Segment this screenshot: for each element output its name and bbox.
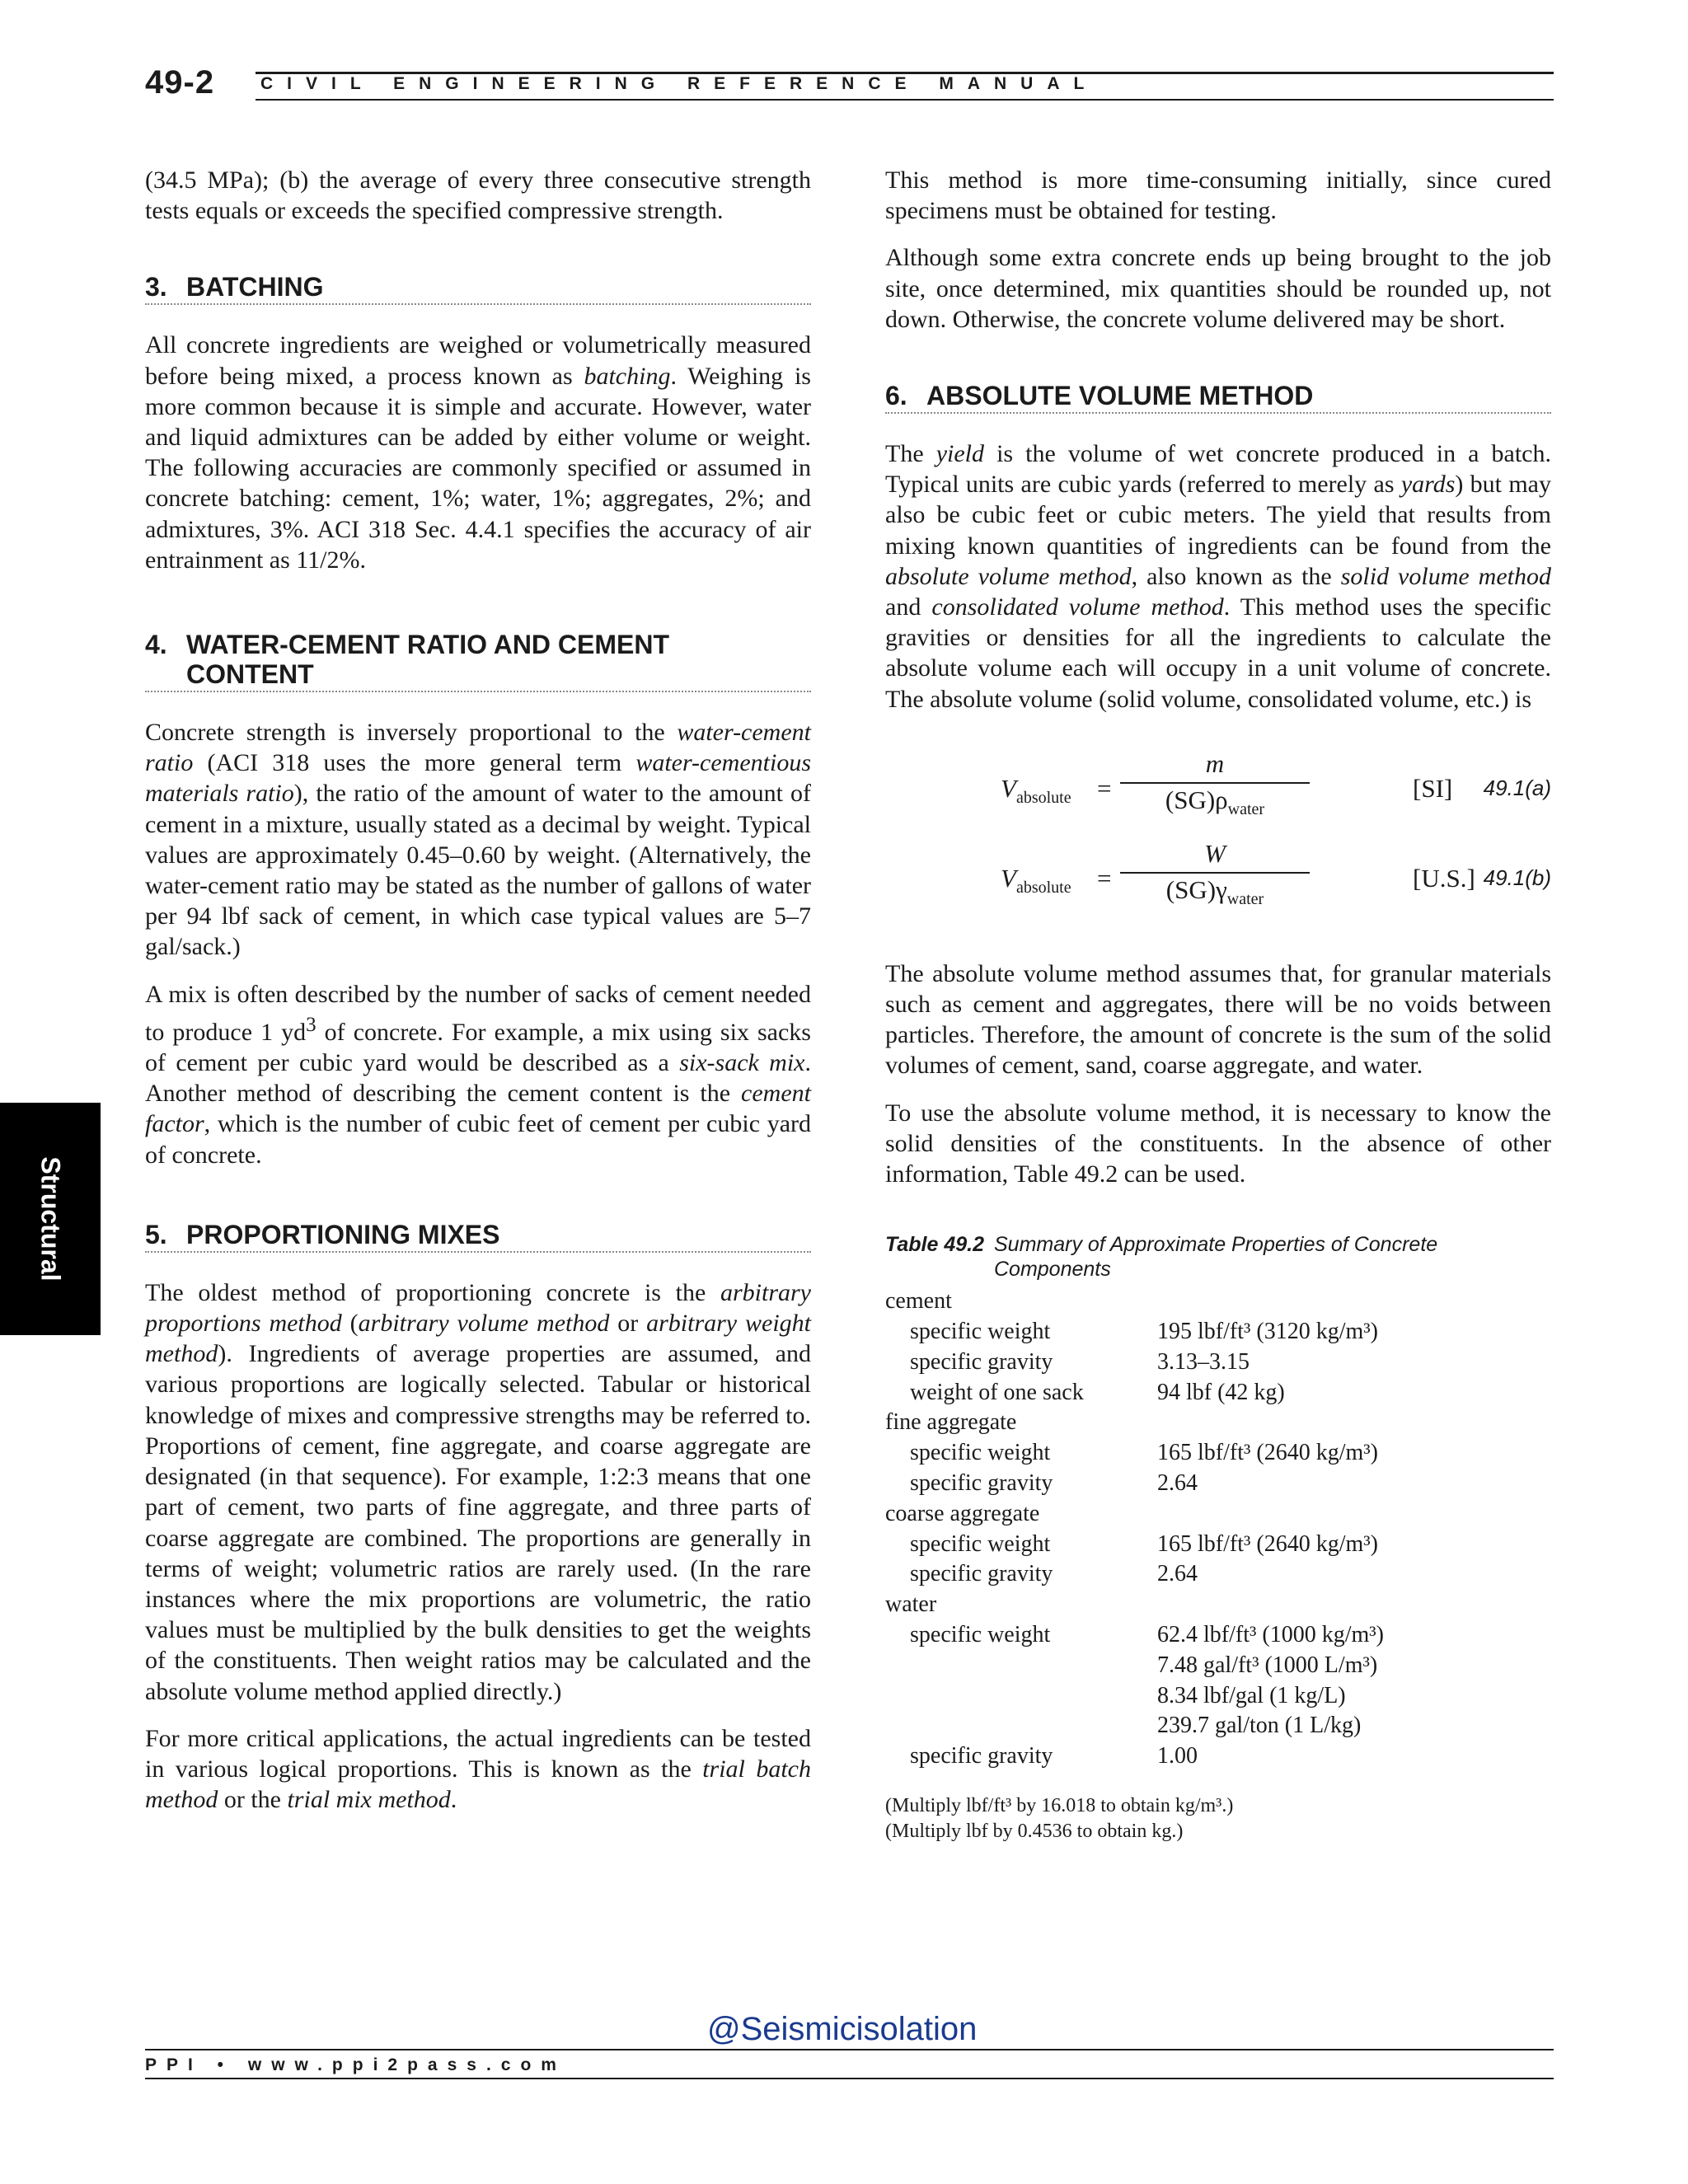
table-row: 7.48 gal/ft³ (1000 L/m³) <box>1157 1652 1378 1678</box>
table-49-2 <box>885 1232 1551 1844</box>
rounding-note: Although some extra concrete ends up being brought to the job site, once determined, mix quantities should be rounded up, not down. Otherwise, the concrete volume delivered may be short. <box>885 244 1551 333</box>
table-row: specific weight 165 lbf/ft³ (2640 kg/m³) <box>910 1530 1378 1557</box>
table-row: specific gravity 2.64 <box>910 1561 1198 1587</box>
side-tab-label: Structural <box>35 1156 66 1282</box>
table-row: fine aggregate <box>885 1409 1017 1436</box>
table-row: 8.34 lbf/gal (1 kg/L) <box>1157 1682 1346 1708</box>
table-row: specific gravity 2.64 <box>910 1470 1198 1497</box>
table-row: specific gravity 1.00 <box>910 1743 1198 1769</box>
trial-batch-note: This method is more time-consuming initially, since cured specimens must be obtained for testing. <box>885 166 1551 225</box>
table-row: 239.7 gal/ton (1 L/kg) <box>1157 1713 1362 1739</box>
table-footnote-1: (Multiply lbf/ft³ by 16.018 to obtain kg/m³.) <box>885 1795 1234 1817</box>
table-row: specific gravity 3.13–3.15 <box>910 1348 1250 1375</box>
footer-publisher-link[interactable]: PPI • www.ppi2pass.com <box>145 2055 566 2074</box>
absolute-volume-paragraph-3: To use the absolute volume method, it is necessary to know the solid densities of the constituents. In the absence of other information, Table 49.2 can be used. <box>885 1099 1551 1188</box>
watermark: @Seismicisolation <box>707 2011 978 2047</box>
table-row: water <box>885 1591 937 1618</box>
table-row: specific weight 195 lbf/ft³ (3120 kg/m³) <box>910 1319 1378 1345</box>
table-row: specific weight 165 lbf/ft³ (2640 kg/m³) <box>910 1440 1378 1466</box>
table-footnote-2: (Multiply lbf by 0.4536 to obtain kg.) <box>885 1821 1184 1843</box>
section-heading-proportioning: 5. PROPORTIONING MIXES <box>145 1220 811 1253</box>
proportioning-paragraph-1: The oldest method of proportioning concrete is the arbitrary proportions method (arbitrary volume method or arbitrary weight method). Ingredients of average properties are assumed, and various proportions are logically selected. Tabular or historical knowledge of mixes and compressive strengths may be referred to. Proportions of cement, fine aggregate, and coarse aggregate are designated (in that sequence). For example, 1:2:3 means that one part of cement, two parts of fine aggregate, and three parts of coarse aggregate are combined. The proportions are generally in terms of weight; volumetric ratios are rarely used. (In the rare instances where the mix proportions are volumetric, the ratio values must be multiplied by the bulk densities to get the weights of the constituents. Then weight ratios may be calculated and the absolute volume method applied directly.) <box>145 1278 811 1705</box>
section-heading-absolute-volume: 6. ABSOLUTE VOLUME METHOD <box>885 381 1551 414</box>
table-row: specific weight 62.4 lbf/ft³ (1000 kg/m³) <box>910 1622 1384 1648</box>
right-column <box>885 165 1551 1844</box>
intro-paragraph: (34.5 MPa); (b) the average of every three consecutive strength tests equals or exceeds the specified compressive strength. <box>145 166 811 225</box>
section-heading-batching: 3. BATCHING <box>145 272 811 305</box>
water-cement-paragraph-1: Concrete strength is inversely proportional to the water-cement ratio (ACI 318 uses the more general term water-cementious materials ratio), the ratio of the amount of water to the amount of cement in a mixture, usually stated as a decimal by weight. Typical values are approximately 0.45–0.60 by weight. (Alternatively, the water-cement ratio may be stated as the number of gallons of water per 94 lbf sack of cement, in which case typical values are 5–7 gal/sack.) <box>145 719 811 961</box>
absolute-volume-paragraph-2: The absolute volume method assumes that, for granular materials such as cement and aggregates, there will be no voids between particles. Therefore, the amount of concrete is the sum of the solid volumes of cement, sand, coarse aggregate, and water. <box>885 959 1551 1080</box>
water-cement-paragraph-2: A mix is often described by the number of sacks of cement needed to produce 1 $yd^3$ of concrete. For example, a mix using six sacks of cement per cubic yard would be described as a six-sack mix. Another method of describing the cement content is the cement factor, which is the number of cubic feet of cement per cubic yard of concrete. <box>145 980 811 1169</box>
footer-rule-top <box>145 2049 1554 2050</box>
table-caption: Table 49.2 Summary of Approximate Properties of Concrete Components <box>885 1233 1438 1282</box>
table-row: weight of one sack 94 lbf (42 kg) <box>910 1379 1285 1405</box>
equation-49-1a: $V_{absolute}$ = m $(SG)\rho_{water}$ [SI] 49.1(a) <box>1001 748 1551 819</box>
proportioning-paragraph-2: For more critical applications, the actual ingredients can be tested in various logical proportions. This is known as the trial batch method or the trial mix method. <box>145 1724 811 1814</box>
absolute-volume-paragraph-1: The yield is the volume of wet concrete produced in a batch. Typical units are cubic yards (referred to merely as yards) but may also be cubic feet or cubic meters. The yield that results from mixing known quantities of ingredients can be found from the absolute volume method, also known as the solid volume method and consolidated volume method. This method uses the specific gravities or densities for all the ingredients to calculate the absolute volume each will occupy in a unit volume of concrete. The absolute volume (solid volume, consolidated volume, etc.) is <box>885 440 1552 713</box>
footer-rule-bottom <box>145 2078 1554 2079</box>
section-side-tab <box>0 1103 101 1335</box>
equation-49-1b: $V_{absolute}$ = W $(SG)\gamma_{water}$ [U.S.] 49.1(b) <box>1001 838 1551 909</box>
table-row: coarse aggregate <box>885 1500 1040 1526</box>
book-title: CIVIL ENGINEERING REFERENCE MANUAL <box>260 74 1099 93</box>
properties-table <box>885 1286 1384 1772</box>
header-rule-bottom <box>256 99 1554 101</box>
left-column <box>145 165 811 1815</box>
section-heading-water-cement-ratio: 4. WATER-CEMENT RATIO AND CEMENT CONTENT <box>145 630 811 692</box>
page-number: 49-2 <box>145 64 215 101</box>
table-row: cement <box>885 1288 952 1315</box>
batching-paragraph: All concrete ingredients are weighed or volumetrically measured before being mixed, a process known as batching. Weighing is more common because it is simple and accurate. However, water and liquid admixtures can be added by either volume or weight. The following accuracies are commonly specified or assumed in concrete batching: cement, 1%; water, 1%; aggregates, 2%; and admixtures, 3%. ACI 318 Sec. 4.4.1 specifies the accuracy of air entrainment as 11/2%. <box>145 331 811 574</box>
